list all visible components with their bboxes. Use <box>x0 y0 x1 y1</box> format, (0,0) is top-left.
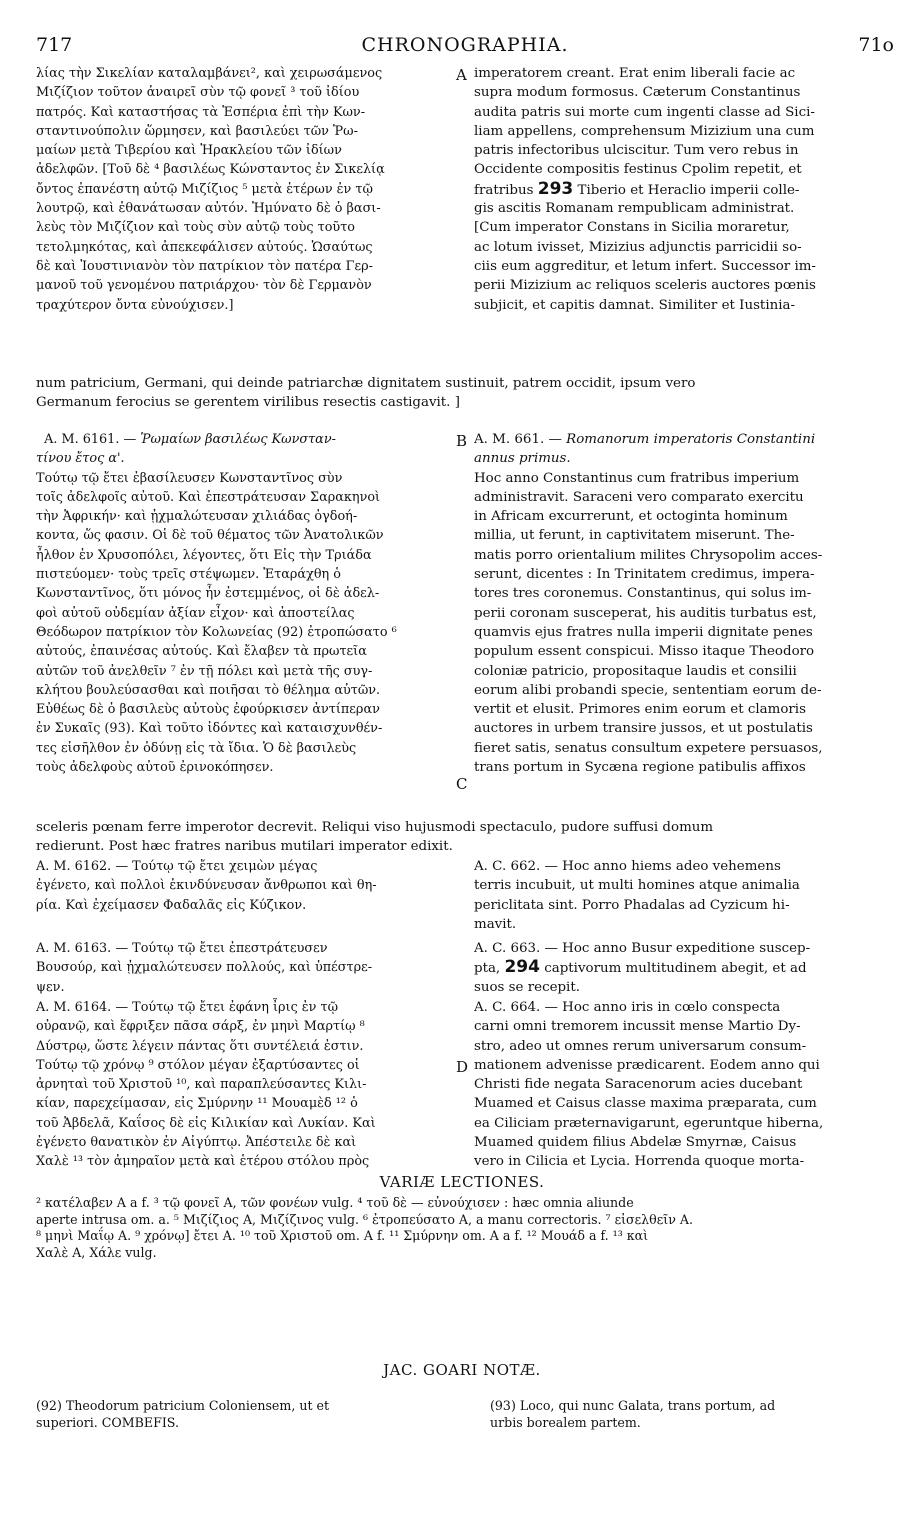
text-line: Muamed quidem filius Abdelæ Smyrnæ, Caisus <box>474 1135 797 1151</box>
text-line: κοντα, ὥς φασιν. Οἱ δὲ τοῦ θέματος τῶν Ἀνατολικῶν <box>36 528 384 544</box>
text-line: A. C. 663. — Hoc anno Busur expeditione suscep- <box>474 941 811 956</box>
margin-letter-a: A <box>456 66 467 84</box>
text-line: populum essent conspicui. Misso itaque Theodoro <box>474 644 815 660</box>
text-fragment: pta, <box>474 961 501 977</box>
year-label: A. M. 661. — <box>474 432 562 447</box>
text-line: Muamed et Caisus classe maxima præparata, cum <box>474 1096 817 1112</box>
heading-text: τίνου ἔτος α'. <box>36 451 125 467</box>
text-line: mavit. <box>474 916 517 932</box>
page-number-left: 717 <box>36 34 73 56</box>
text-line: κίαν, παρεχείμασαν, εἰς Σμύρνην ¹¹ Μουαμὲδ ¹² ὁ <box>36 1096 358 1112</box>
text-line: Τούτῳ τῷ χρόνῳ ⁹ στόλον μέγαν ἐξαρτύσαντες οἱ <box>36 1057 360 1073</box>
apparatus-line: Χαλὲ A, Χάλε vulg. <box>36 1244 157 1260</box>
text-line: πατρός. Καὶ καταστήσας τὰ Ἑσπέρια ἐπὶ τὴν Κων- <box>36 104 366 120</box>
text-line: αὐτούς, ἐπαινέσας αὐτούς. Καὶ ἔλαβεν τὰ πρωτεῖα <box>36 644 367 660</box>
note-line: (93) Loco, qui nunc Galata, trans portum, ad <box>490 1398 776 1413</box>
greek-column-1 <box>36 64 450 315</box>
page-number-right: 71o <box>858 34 894 56</box>
text-line: perii Mizizium ac reliquos sceleris auctores pœnis <box>474 278 816 294</box>
text-line: matis porro orientalium milites Chrysopolim acces- <box>474 547 823 563</box>
text-line: gis ascitis Romanam rempublicam administrat. <box>474 201 795 217</box>
text-line: Μιζίζιον τοῦτον ἀναιρεῖ σὺν τῷ φονεῖ ³ τοῦ ἰδίου <box>36 85 360 101</box>
text-line: imperatorem creant. Erat enim liberali facie ac <box>474 66 796 81</box>
text-line: tores tres coronemus. Constantinus, qui solus im- <box>474 586 812 602</box>
text-line: in Africam excurrerunt, et octoginta hominum <box>474 509 788 525</box>
full-width-text-1 <box>36 374 894 413</box>
text-line: Βουσούρ, καὶ ᾐχμαλώτευσεν πολλούς, καὶ ὑπέστρε- <box>36 960 373 976</box>
text-line: τοῖς ἀδελφοῖς αὐτοῦ. Καὶ ἐπεστράτευσαν Σαρακηνοὶ <box>36 489 381 505</box>
text-line <box>474 958 892 977</box>
text-line: ac lotum ivisset, Mizizius adjunctis parricidii so- <box>474 239 802 255</box>
text-line: administravit. Saraceni vero comparato exercitu <box>474 489 804 505</box>
text-line: Εὐθέως δὲ ὁ βασιλεὺς αὐτοὺς ἐφούρκισεν ἀντίπεραν <box>36 702 380 718</box>
apparatus-line: aperte intrusa om. a. ⁵ Μιζίζιος A, Μιζίζινος vulg. ⁶ ἐτροπεύσατο A, a manu correctoris. ⁷ εἰσελθεῖν A. <box>36 1211 693 1227</box>
text-line: ἐγένετο, καὶ πολλοὶ ἐκινδύνευσαν ἄνθρωποι καὶ θη- <box>36 878 377 894</box>
text-line: suos se recepit. <box>474 979 580 995</box>
text-line: audita patris sui morte cum ingenti classe ad Sici- <box>474 104 815 120</box>
latin-column-5 <box>474 998 892 1172</box>
text-fragment: Tiberio et Heraclio imperii colle- <box>577 182 800 198</box>
text-line: λεὺς τὸν Μιζίζιον καὶ τοὺς σὺν αὐτῷ τοὺς τοῦτο <box>36 220 355 236</box>
text-line: μαίων μετὰ Τιβερίου καὶ Ἡρακλείου τῶν ἰδίων <box>36 143 342 159</box>
text-line: μανοῦ τοῦ γενομένου πατριάρχου· τὸν δὲ Γερμανὸν <box>36 278 372 294</box>
text-line: ea Ciliciam præternavigarunt, egeruntque hiberna, <box>474 1115 824 1131</box>
text-fragment: fratribus <box>474 182 534 198</box>
notae-title: JAC. GOARI NOTÆ. <box>383 1361 541 1379</box>
note-line: urbis borealem partem. <box>490 1414 641 1430</box>
text-line: eorum alibi probandi specie, sententiam eorum de- <box>474 682 822 698</box>
text-line: millia, ut ferunt, in captivitatem miserunt. The- <box>474 528 795 544</box>
text-line: perii coronam susceperat, his auditis turbatus est, <box>474 605 817 621</box>
text-line: τοῦ Ἀβδελᾶ, Καΐσος δὲ εἰς Κιλικίαν καὶ Λυκίαν. Καὶ <box>36 1115 376 1131</box>
text-line: coloniæ patricio, propositaque laudis et consilii <box>474 663 797 679</box>
margin-letter-d: D <box>456 1058 469 1076</box>
text-line: σταντινούπολιν ὥρμησεν, καὶ βασιλεύει τῶν Ῥω- <box>36 123 358 139</box>
text-line: trans portum in Sycæna regione patibulis affixos <box>474 760 806 776</box>
text-line: ἐν Συκαῖς (93). Καὶ τοῦτο ἰδόντες καὶ καταισχυνθέν- <box>36 721 383 737</box>
text-line <box>474 180 892 199</box>
text-line: auctores in urbem transire jussos, et ut postulatis <box>474 721 813 737</box>
note-93 <box>490 1398 894 1431</box>
apparatus-line: ⁸ μηνὶ Μαΐῳ A. ⁹ χρόνῳ] ἔτει A. ¹⁰ τοῦ Χριστοῦ om. A f. ¹¹ Σμύρνην om. A a f. ¹² Μουάδ a f. ¹³ καὶ <box>36 1228 649 1243</box>
note-line: (92) Theodorum patricium Coloniensem, ut et <box>36 1398 330 1413</box>
text-line: ἦλθον ἐν Χρυσοπόλει, λέγοντες, ὅτι Εἰς τὴν Τριάδα <box>36 547 372 563</box>
text-line: ἀδελφῶν. [Τοῦ δὲ ⁴ βασιλέως Κώνσταντος ἐν Σικελίᾳ <box>36 162 385 178</box>
text-line: num patricium, Germani, qui deinde patriarchæ dignitatem sustinuit, patrem occidit, ipsum vero <box>36 376 696 391</box>
text-line: τοὺς ἀδελφοὺς αὐτοῦ ἐρινοκόπησεν. <box>36 760 274 776</box>
text-line: ἀρνηταὶ τοῦ Χριστοῦ ¹⁰, καὶ παραπλεύσαντες Κιλι- <box>36 1077 367 1093</box>
text-line: vertit et elusit. Primores enim eorum et clamoris <box>474 702 806 718</box>
text-line: mationem advenisse prædicarent. Eodem anno qui <box>474 1057 820 1073</box>
full-width-text-2 <box>36 818 894 857</box>
text-line: serunt, dicentes : In Trinitatem credimus, impera- <box>474 567 815 583</box>
margin-letter-c: C <box>456 775 468 793</box>
text-line: patris infectoribus ulciscitur. Tum vero rebus in <box>474 143 799 159</box>
year-label: A. M. 6161. — <box>44 432 137 447</box>
text-line: φοὶ αὐτοῦ οὐδεμίαν ἀξίαν εἶχον· καὶ ἀποστείλας <box>36 605 355 621</box>
text-line: A. C. 662. — Hoc anno hiems adeo vehemens <box>474 859 781 874</box>
text-line: τετολμηκότας, καὶ ἀπεκεφάλισεν αὐτούς. Ὡσαύτως <box>36 239 373 255</box>
text-line: vero in Cilicia et Lycia. Horrenda quoque morta- <box>474 1154 805 1170</box>
text-line: ἐγένετο θανατικὸν ἐν Αἰγύπτῳ. Ἀπέστειλε δὲ καὶ <box>36 1135 357 1151</box>
text-line: sceleris pœnam ferre imperotor decrevit. Reliqui viso hujusmodi spectaculo, pudore suffusi domum <box>36 820 714 835</box>
entry-heading <box>36 430 450 449</box>
text-line: Hoc anno Constantinus cum fratribus imperium <box>474 470 800 486</box>
text-line: terris incubuit, ut multi homines atque animalia <box>474 878 800 894</box>
text-line: ψεν. <box>36 979 65 995</box>
text-line: carni omni tremorem incussit mense Martio Dy- <box>474 1019 801 1035</box>
text-line: periclitata sint. Porro Phadalas ad Cyzicum hi- <box>474 897 790 913</box>
text-line: ρία. Καὶ ἐχείμασεν Φαδαλᾶς εἰς Κύζικον. <box>36 897 307 913</box>
text-line: οὐρανῷ, καὶ ἔφριξεν πᾶσα σάρξ, ἐν μηνὶ Μαρτίῳ ⁸ <box>36 1019 365 1035</box>
entry-heading <box>474 430 892 449</box>
greek-column-5 <box>36 998 450 1172</box>
variae-lectiones <box>36 1195 894 1261</box>
text-line: fieret satis, senatus consultum expetere persuasos, <box>474 740 823 756</box>
text-line: Christi fide negata Saracenorum acies ducebant <box>474 1077 803 1093</box>
text-line: A. M. 6163. — Τούτῳ τῷ ἔτει ἐπεστράτευσεν <box>36 941 328 956</box>
apparatus-line: ² κατέλαβεν A a f. ³ τῷ φονεῖ A, τῶν φονέων vulg. ⁴ τοῦ δὲ — εὐνούχισεν : hæc omnia aliunde <box>36 1195 634 1210</box>
heading-text: Ῥωμαίων βασιλέως Κωνσταν- <box>140 432 336 447</box>
text-line: quamvis ejus fratres nulla imperii dignitate penes <box>474 624 813 640</box>
text-line: ὄντος ἐπανέστη αὐτῷ Μιζίζιος ⁵ μετὰ ἑτέρων ἐν τῷ <box>36 181 373 197</box>
margin-letter-b: B <box>456 432 468 450</box>
heading-text: annus primus. <box>474 451 571 467</box>
text-line: Χαλὲ ¹³ τὸν ἀμηραῖον μετὰ καὶ ἑτέρου στόλου πρὸς <box>36 1154 370 1170</box>
note-92 <box>36 1398 456 1431</box>
text-line: δὲ καὶ Ἰουστινιανὸν τὸν πατρίκιον τὸν πατέρα Γερ- <box>36 258 373 274</box>
text-line: stro, adeo ut omnes rerum universarum consum- <box>474 1038 807 1054</box>
text-line: Germanum ferocius se gerentem virilibus resectis castigavit. ] <box>36 395 460 411</box>
latin-column-1 <box>474 64 892 315</box>
text-line: λουτρῷ, καὶ ἐθανάτωσαν αὐτόν. Ἠμύνατο δὲ ὁ βασι- <box>36 201 381 217</box>
running-title: CHRONOGRAPHIA. <box>361 34 569 56</box>
running-header <box>36 34 894 60</box>
text-line: λίας τὴν Σικελίαν καταλαμβάνει², καὶ χειρωσάμενος <box>36 66 383 81</box>
text-line: A. M. 6164. — Τούτῳ τῷ ἔτει ἐφάνη ἶρις ἐν τῷ <box>36 1000 339 1015</box>
text-line: πιστεύομεν· τοὺς τρεῖς στέψωμεν. Ἐταράχθη ὁ <box>36 567 341 583</box>
text-line: A. C. 664. — Hoc anno iris in cœlo conspecta <box>474 1000 781 1015</box>
text-line: Τούτῳ τῷ ἔτει ἐβασίλευσεν Κωνσταντῖνος σὺν <box>36 470 343 486</box>
heading-text: Romanorum imperatoris Constantini <box>566 432 816 447</box>
text-line: τες εἰσῆλθον ἐν ὀδύνῃ εἰς τὰ ἴδια. Ὁ δὲ βασιλεὺς <box>36 740 357 756</box>
text-line: τραχύτερον ὄντα εὐνούχισεν.] <box>36 297 234 313</box>
text-line: subjicit, et capitis damnat. Similiter et Iustinia- <box>474 297 796 313</box>
text-line: A. M. 6162. — Τούτῳ τῷ ἔτει χειμὼν μέγας <box>36 859 318 874</box>
latin-column-3 <box>474 857 892 934</box>
text-line: κλήτου βουλεύσασθαι καὶ ποιῆσαι τὸ θέλημα αὐτῶν. <box>36 682 381 698</box>
edition-page-number: 294 <box>504 957 540 978</box>
edition-page-number: 293 <box>537 178 574 199</box>
text-line: Δύστρῳ, ὥστε λέγειν πάντας ὅτι συντέλειά ἐστιν. <box>36 1038 364 1054</box>
text-line: τὴν Ἀφρικήν· καὶ ᾐχμαλώτευσαν χιλιάδας ὀγδοή- <box>36 509 358 525</box>
latin-column-4 <box>474 939 892 997</box>
variae-lectiones-title: VARIÆ LECTIONES. <box>379 1173 545 1191</box>
text-line: Κωνσταντῖνος, ὅτι μόνος ἦν ἐστεμμένος, οἱ δὲ ἀδελ- <box>36 586 380 602</box>
text-line: [Cum imperator Constans in Sicilia moraretur, <box>474 220 790 236</box>
latin-column-2 <box>474 430 892 777</box>
text-fragment: captivorum multitudinem abegit, et ad <box>544 961 807 977</box>
text-line: liam appellens, comprehensum Mizizium una cum <box>474 123 815 139</box>
greek-column-4 <box>36 939 450 997</box>
greek-column-2 <box>36 430 450 777</box>
text-line: ciis eum aggreditur, et letum infert. Successor im- <box>474 258 816 274</box>
text-line: redierunt. Post hæc fratres naribus mutilari imperator edixit. <box>36 839 453 855</box>
text-line: supra modum formosus. Cæterum Constantinus <box>474 85 801 101</box>
text-line: αὐτῶν τοῦ ἀνελθεῖν ⁷ ἐν τῇ πόλει καὶ μετὰ τῆς συγ- <box>36 663 373 679</box>
text-line: Occidente compositis festinus Cpolim repetit, et <box>474 162 802 178</box>
greek-column-3 <box>36 857 450 915</box>
text-line: Θεόδωρον πατρίκιον τὸν Κολωνείας (92) ἐτροπώσατο ⁶ <box>36 624 397 640</box>
note-line: superiori. COMBEFIS. <box>36 1414 179 1430</box>
